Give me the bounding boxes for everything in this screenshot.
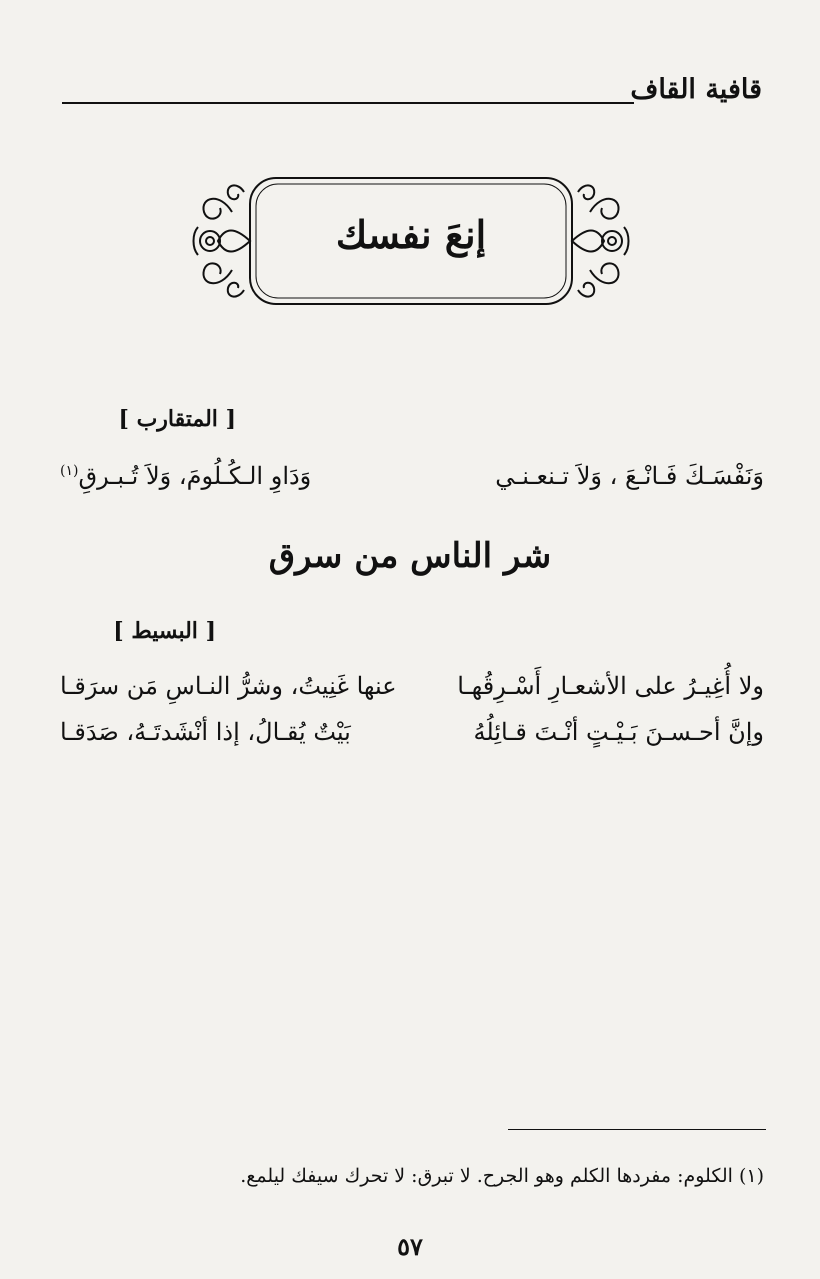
poem-title-frame [190, 172, 632, 310]
verse-line [60, 462, 764, 502]
verse-second-hemistich: بَيْتٌ يُقـالُ، إذا أنْشَدتَـهُ، صَدَقـا [60, 718, 351, 746]
footnote-rule [508, 1129, 766, 1130]
meter-label: [ البسيط ] [113, 618, 216, 644]
footnote: (١) الكلوم: مفردها الكلم وهو الجرح. لا تبرق: لا تحرك سيفك ليلمع. [240, 1165, 764, 1187]
chapter-title: قافية القاف [630, 74, 762, 105]
verse-second-hemistich [60, 462, 311, 490]
verse-second-hemistich: عنها غَنِيتُ، وشرُّ النـاسِ مَن سرَقـا [60, 672, 397, 700]
meter-label: [ المتقارب ] [118, 406, 236, 432]
page-number: ٥٧ [397, 1232, 423, 1261]
verse-line [60, 718, 764, 758]
running-head [62, 72, 762, 112]
header-rule [62, 102, 634, 104]
poem-title: إنعَ نفسك [335, 212, 487, 257]
section-title: شر الناس من سرق [268, 536, 552, 576]
verse-second-text: وَدَاوِ الـكُـلُومَ، وَلاَ تُـبـرقِ [78, 462, 312, 490]
footnote-marker: (١) [60, 463, 79, 479]
verse-line [60, 672, 764, 712]
verse-first-hemistich: وإنَّ أحـسـنَ بَـيْـتٍ أنْـتَ قـائِلُهُ [473, 718, 764, 746]
verse-first-hemistich: وَنَفْسَـكَ فَـانْـعَ ، وَلاَ تـنعـنـي [495, 462, 764, 490]
verse-first-hemistich: ولا أُغِيـرُ على الأشعـارِ أَسْـرِقُهـا [457, 672, 764, 700]
